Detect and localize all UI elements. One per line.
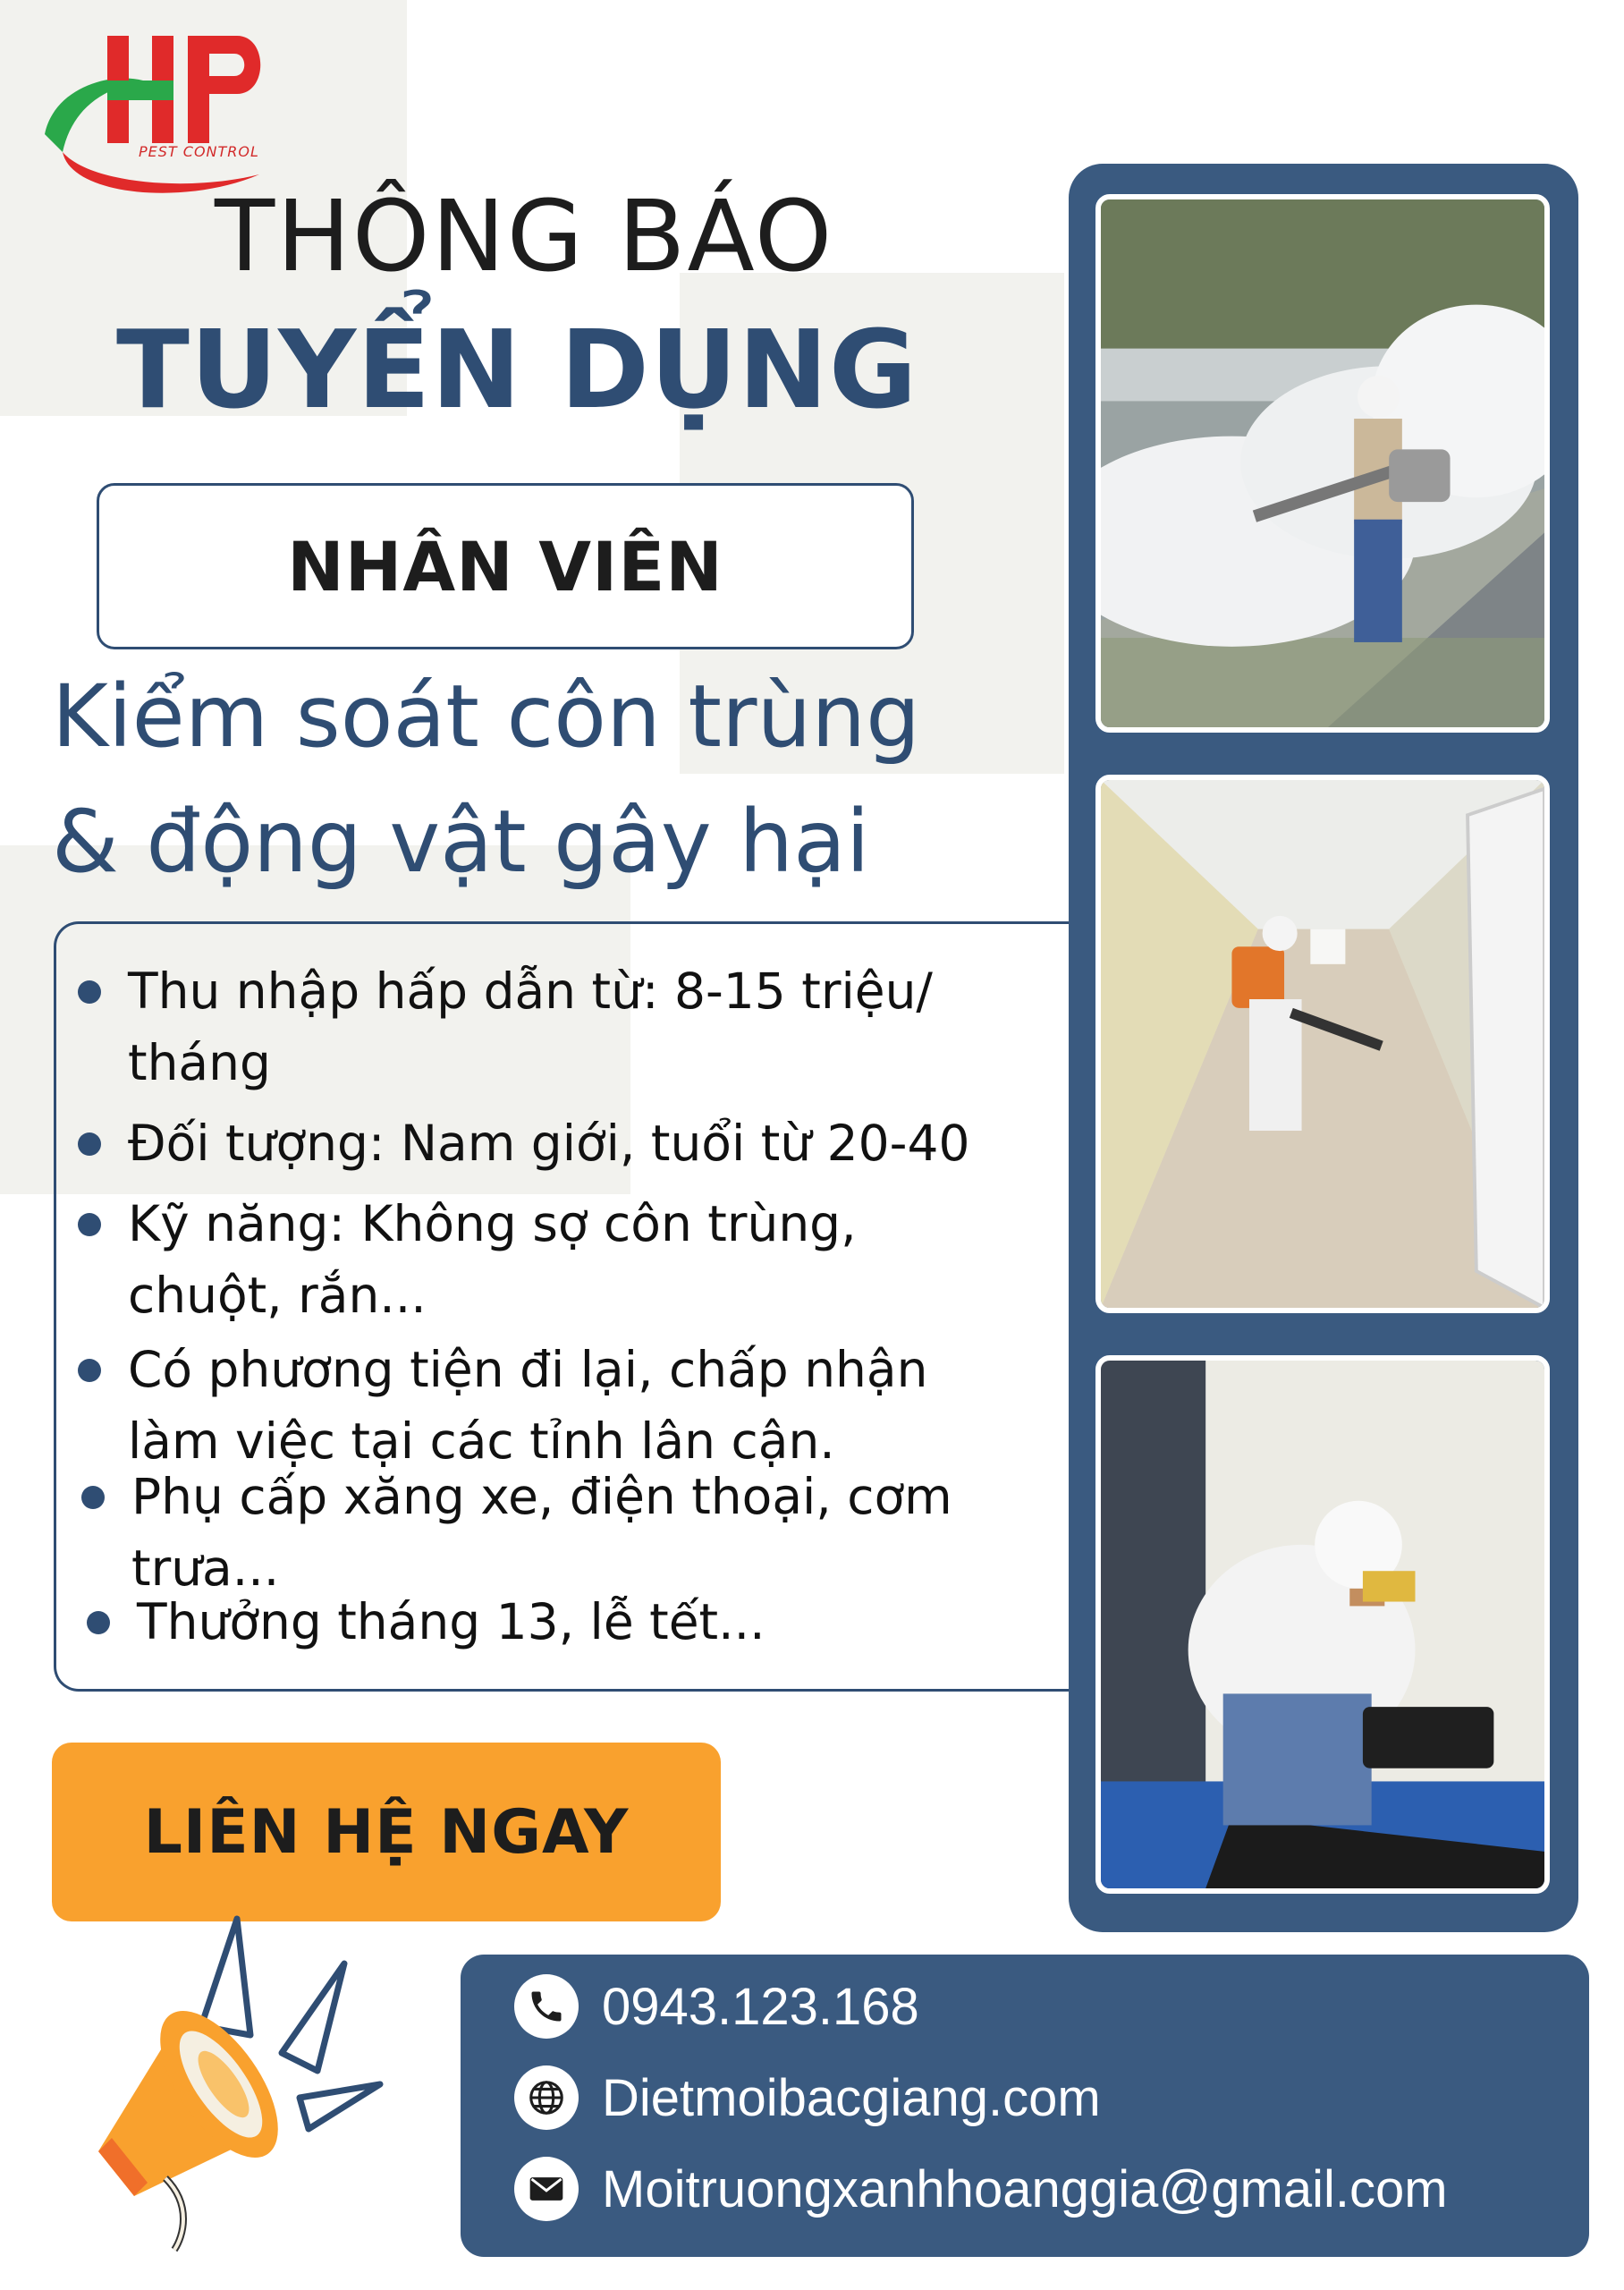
fogging-worker-photo xyxy=(1095,194,1550,733)
hallway-sprayer-photo xyxy=(1095,775,1550,1313)
globe-icon xyxy=(514,2065,579,2130)
benefit-item-income: Thu nhập hấp dẫn từ: 8-15 triệu/ tháng xyxy=(128,955,1129,1098)
envelope-icon xyxy=(514,2157,579,2221)
position-box xyxy=(97,483,914,649)
position-label: NHÂN VIÊN xyxy=(287,526,723,606)
benefit-item-skills: Kỹ năng: Không sợ côn trùng, chuột, rắn... xyxy=(128,1188,1129,1331)
contact-website-row[interactable] xyxy=(514,2065,1101,2130)
title-line-2: TUYỂN DỤNG xyxy=(116,309,918,433)
benefit-item-target: Đối tượng: Nam giới, tuổi từ 20-40 xyxy=(128,1107,1129,1179)
benefit-item-transport: Có phương tiện đi lại, chấp nhận làm việc tại các tỉnh lân cận. xyxy=(128,1334,1129,1477)
benefits-list xyxy=(54,921,1076,1692)
subheading-line-1: Kiểm soát côn trùng xyxy=(52,666,921,767)
contact-phone-row[interactable] xyxy=(514,1974,919,2039)
benefit-item-bonus: Thưởng tháng 13, lễ tết... xyxy=(137,1586,1138,1658)
contact-phone: 0943.123.168 xyxy=(602,1977,919,2036)
contact-email-row[interactable] xyxy=(514,2157,1448,2221)
contact-email: Moitruongxanhhoanggia@gmail.com xyxy=(602,2159,1448,2218)
hp-logo-icon xyxy=(36,18,304,197)
bait-station-worker-photo xyxy=(1095,1355,1550,1894)
contact-panel xyxy=(461,1955,1589,2257)
phone-icon xyxy=(514,1974,579,2039)
subheading-line-2: & động vật gây hại xyxy=(52,792,870,892)
contact-now-label: LIÊN HỆ NGAY xyxy=(143,1796,630,1868)
contact-website: Dietmoibacgiang.com xyxy=(602,2068,1101,2127)
logo-subtitle: PEST CONTROL xyxy=(139,143,259,160)
benefit-item-allowance: Phụ cấp xăng xe, điện thoại, cơm trưa... xyxy=(131,1461,1133,1604)
title-line-1: THÔNG BÁO xyxy=(215,179,834,293)
photo-panel xyxy=(1069,164,1578,1932)
megaphone-icon xyxy=(85,1883,469,2268)
